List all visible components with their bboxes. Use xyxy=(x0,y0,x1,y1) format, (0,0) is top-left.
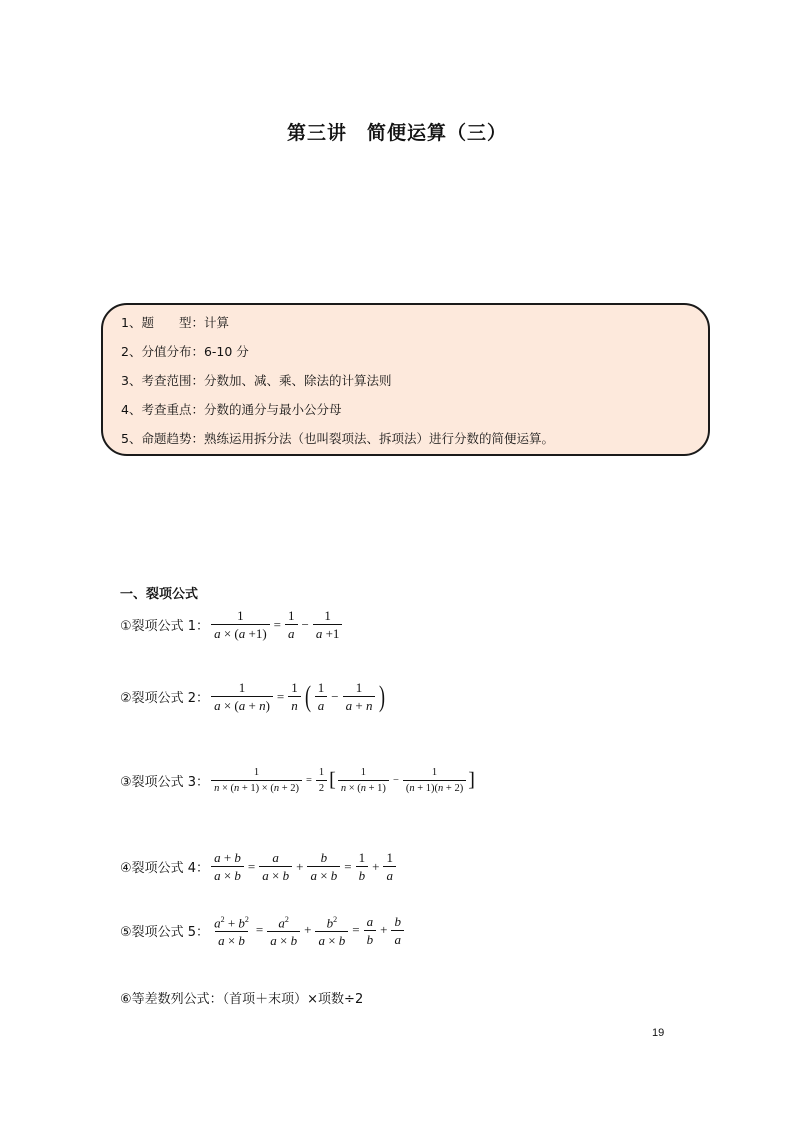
formula-6-label: ⑥等差数列公式：（首项＋末项）×项数÷2 xyxy=(120,992,364,1007)
info-line-score-distribution: 2、分值分布：6-10 分 xyxy=(121,344,249,359)
formula-2 xyxy=(120,680,387,713)
formula-4-label: ④裂项公式 4： xyxy=(120,861,210,876)
info-line-exam-scope: 3、考查范围：分数加、减、乘、除法的计算法则 xyxy=(121,373,392,388)
formula-2-expression: $\frac{1}{a \times (a + n)}$ = $\frac{1}{n}$ ( $\frac{1}{a}$ − $\frac{1}{a + n}$ ) xyxy=(209,680,387,713)
formula-5 xyxy=(120,912,406,948)
formula-4 xyxy=(120,850,398,883)
formula-4-expression: $\frac{a + b}{a \times b}$ = $\frac{a}{a \times b}$ + $\frac{b}{a \times b}$ = $\frac{1}{b}$ + $\frac{1}{a}$ xyxy=(209,850,398,883)
page-number: 19 xyxy=(652,1027,665,1039)
formula-2-label: ②裂项公式 2： xyxy=(120,691,210,706)
formula-1-label: ①裂项公式 1： xyxy=(120,619,210,634)
section-heading: 一、裂项公式 xyxy=(120,587,199,602)
formula-1 xyxy=(120,608,344,641)
exam-info-box xyxy=(101,303,710,456)
info-line-exam-focus: 4、考查重点：分数的通分与最小公分母 xyxy=(121,402,342,417)
info-line-question-type: 1、题 型：计算 xyxy=(121,315,229,330)
formula-3-expression: $\frac{1}{n \times (n + 1) \times (n + 2)}$ = $\frac{1}{2}$ [ $\frac{1}{n \times (n + 1)}$ − $\frac{1}{(n + 1)(n + 2)}$ ] xyxy=(209,766,475,795)
formula-5-label: ⑤裂项公式 5： xyxy=(120,924,210,940)
formula-5-expression: $\frac{a^2 + b^2}{a \times b}$ = $\frac{a^2}{a \times b}$ + $\frac{b^2}{a \times b}$ = $\frac{a}{b}$ + $\frac{b}{a}$ xyxy=(209,912,406,948)
formula-6 xyxy=(120,988,363,1007)
formula-3-label: ③裂项公式 3： xyxy=(120,775,210,790)
formula-1-expression: $\frac{1}{a \times (a +1)}$ = $\frac{1}{a}$ − $\frac{1}{a +1}$ xyxy=(209,608,344,641)
page-title: 第三讲 简便运算（三） xyxy=(286,122,507,144)
info-line-trend: 5、命题趋势：熟练运用拆分法（也叫裂项法、拆项法）进行分数的简便运算。 xyxy=(121,431,554,446)
formula-3 xyxy=(120,766,475,795)
